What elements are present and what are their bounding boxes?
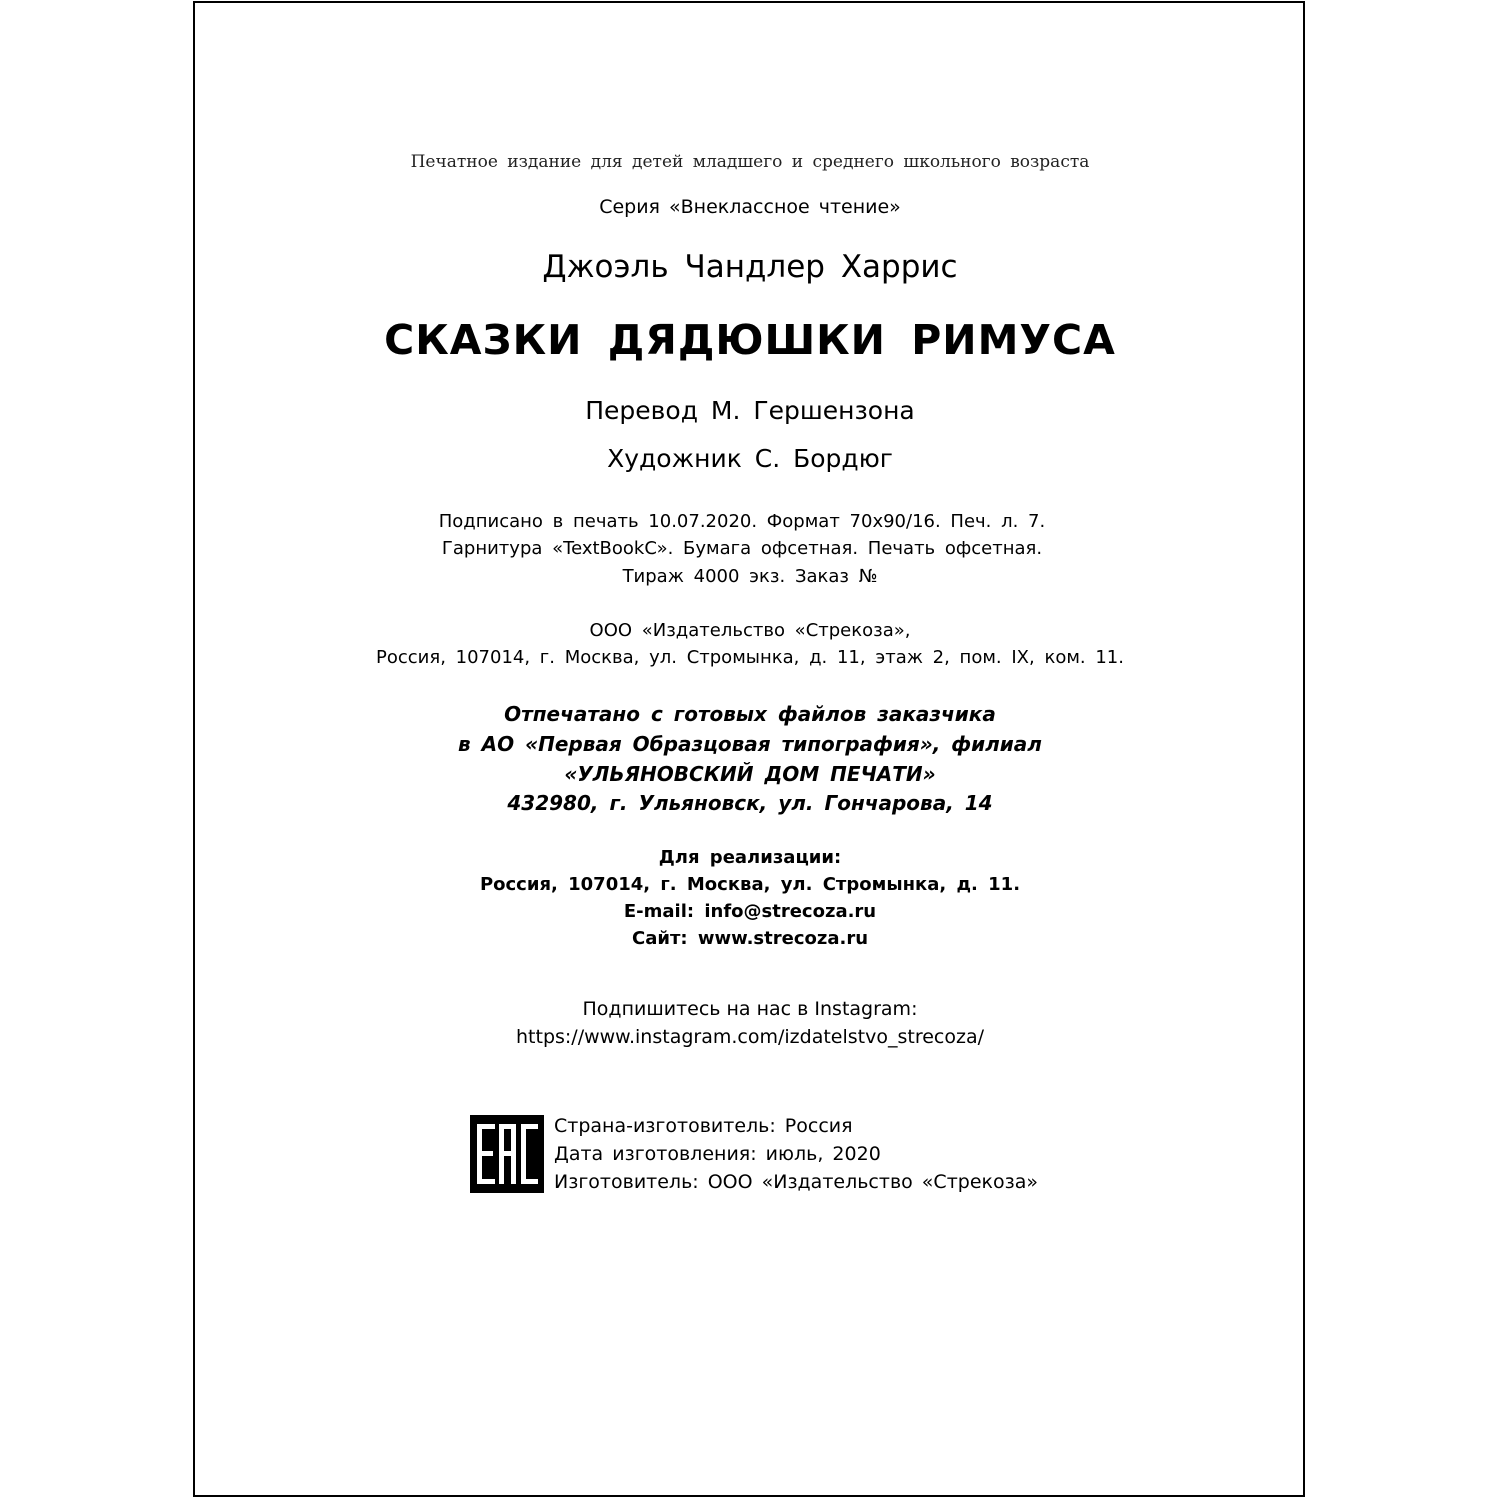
manufacture-date: Дата изготовления: июль, 2020: [554, 1143, 881, 1165]
series-line: Серия «Внеклассное чтение»: [599, 196, 901, 218]
edition-note: Печатное издание для детей младшего и среднего школьного возраста: [410, 152, 1090, 172]
distribution-site: Сайт: www.strecoza.ru: [631, 928, 869, 949]
illustrator-line: Художник С. Бордюг: [607, 444, 893, 473]
printer-line-1: Отпечатано с готовых файлов заказчика: [504, 702, 996, 726]
instagram-prompt: Подпишитесь на нас в Instagram:: [582, 998, 918, 1020]
manufacturer-country: Страна-изготовитель: Россия: [554, 1115, 853, 1137]
distribution-heading: Для реализации:: [658, 847, 842, 868]
translator-line: Перевод М. Гершензона: [585, 396, 915, 425]
distribution-address: Россия, 107014, г. Москва, ул. Стромынка, д. 11.: [479, 874, 1021, 895]
publisher-line-1: ООО «Издательство «Стрекоза»,: [589, 620, 911, 641]
book-title: СКАЗКИ ДЯДЮШКИ РИМУСА: [384, 316, 1116, 364]
imprint-line-2: Гарнитура «TextBookC». Бумага офсетная. Печать офсетная.: [441, 538, 1043, 559]
manufacturer-name: Изготовитель: ООО «Издательство «Стрекоза»: [554, 1171, 1038, 1193]
printer-line-2: в АО «Первая Образцовая типография», филиал: [458, 732, 1042, 756]
distribution-email: E-mail: info@strecoza.ru: [623, 901, 877, 922]
imprint-line-3: Тираж 4000 экз. Заказ №: [622, 566, 878, 587]
printer-line-3: «УЛЬЯНОВСКИЙ ДОМ ПЕЧАТИ»: [564, 762, 936, 786]
publisher-line-2: Россия, 107014, г. Москва, ул. Стромынка, д. 11, этаж 2, пом. IX, ком. 11.: [376, 647, 1124, 668]
instagram-url: https://www.instagram.com/izdatelstvo_strecoza/: [516, 1026, 984, 1048]
author-name: Джоэль Чандлер Харрис: [542, 249, 958, 285]
eac-mark-icon: [470, 1115, 544, 1193]
printer-line-4: 432980, г. Ульяновск, ул. Гончарова, 14: [507, 791, 993, 815]
imprint-line-1: Подписано в печать 10.07.2020. Формат 70x90/16. Печ. л. 7.: [438, 511, 1046, 532]
